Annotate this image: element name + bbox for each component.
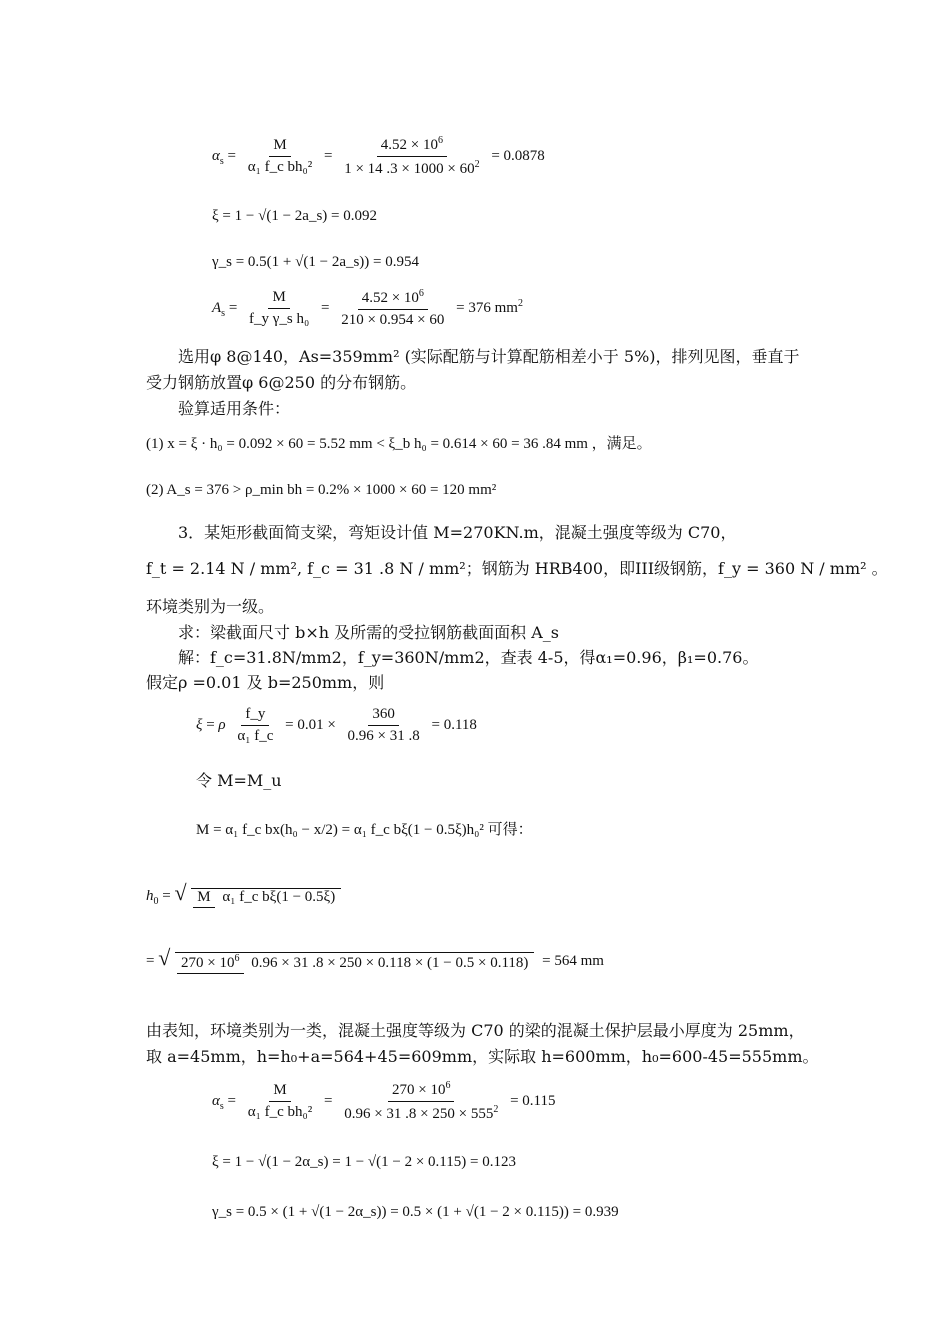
eq4-result: = 376 mm — [456, 299, 518, 316]
equation-As-1: $A_s$ = $\frac{M}{\text{f\_y γ\_s h₀}}$ = $\frac{4.52 \times 10^6}{210 \times 0.954 \times 60}$ = 376 $mm^2$ — [212, 288, 523, 328]
eq5-num1: f_y — [241, 706, 269, 726]
equation-moment: M = α₁ f_c bx(h₀ − x/2) = α₁ f_c bξ(1 − 0.5ξ)h₀² 可得： — [196, 822, 533, 838]
eq4-lhs: A — [212, 299, 222, 316]
problem3-line6: 假定ρ =0.01 及 b=250mm，则 — [146, 673, 385, 692]
eq4-num2-exp: 6 — [418, 288, 424, 299]
equation-gamma-s-2: γ_s = 0.5 × (1 + √(1 − 2α_s)) = 0.5 × (1 + √(1 − 2 × 0.115)) = 0.939 — [212, 1204, 619, 1220]
eq5-result: = 0.118 — [431, 716, 477, 733]
problem3-line5: 解：f_c=31.8N/mm2，f_y=360N/mm2，查表 4-5，得α₁=0.96，β₁=0.76。 — [178, 648, 759, 667]
eq1-lhs-sub: s — [219, 155, 224, 167]
eq1-lhs: α — [212, 147, 220, 164]
eq1-num1: M — [269, 137, 290, 157]
eq4-num2: 4.52 × 10 — [361, 290, 419, 306]
eq7-frac2 — [175, 952, 534, 972]
eq8-den2-exp: 2 — [493, 1104, 499, 1115]
equation-xi-1: ξ = 1 − √(1 − 2a_s) = 0.092 — [212, 208, 377, 224]
eq7-num2: 270 × 10 — [181, 954, 235, 971]
problem3-line2: f_t = 2.14 N / mm², f_c = 31 .8 N / mm²；钢筋为 HRB400，即III级钢筋，f_y = 360 N / mm² 。 — [146, 559, 888, 578]
eq8-num2: 270 × 10 — [392, 1082, 446, 1098]
equation-xi-3: ξ = 1 − √(1 − 2α_s) = 1 − √(1 − 2 × 0.115) = 0.123 — [212, 1154, 516, 1170]
eq7-num2-exp: 6 — [234, 952, 240, 964]
eq7-den2: 0.96 × 31 .8 × 250 × 0.118 × (1 − 0.5 × 0.118) — [251, 954, 529, 971]
eq5-den1: α₁ f_c — [237, 728, 274, 744]
paragraph-reinforcement-choice-line1: 选用φ 8@140，As=359mm² (实际配筋与计算配筋相差小于 5%)，排列见图，垂直于 — [178, 347, 800, 366]
equation-xi-2: ξ = ρ $\frac{f\_y}{\text{α₁ f\_c}}$ = 0.01 × $\frac{360}{0.96 \times 31 .8}$ = 0.118 — [196, 706, 477, 744]
eq8-frac1 — [244, 1082, 316, 1121]
eq5-mid: = 0.01 × — [285, 716, 336, 733]
paragraph-check-heading: 验算适用条件： — [178, 399, 291, 418]
eq1-num2-exp: 6 — [437, 135, 443, 146]
eq1-den1: α₁ f_c bh₀² — [247, 159, 313, 175]
eq5-num2: 360 — [368, 706, 399, 726]
paragraph-cover-line2: 取 a=45mm，h=h₀+a=564+45=609mm，实际取 h=600mm，h₀=600-45=555mm。 — [146, 1047, 819, 1066]
eq4-frac1 — [245, 289, 313, 328]
problem3-line1: 3．某矩形截面简支梁，弯矩设计值 M=270KN.m，混凝土强度等级为 C70， — [178, 523, 737, 542]
eq4-den2: 210 × 0.954 × 60 — [341, 312, 445, 328]
problem3-line3: 环境类别为一级。 — [146, 597, 275, 616]
eq8-den1: α₁ f_c bh₀² — [247, 1104, 313, 1120]
eq7-den1: α₁ f_c bξ(1 − 0.5ξ) — [222, 888, 336, 905]
let-statement: 令 M=M_u — [196, 771, 282, 790]
eq5-den2: 0.96 × 31 .8 — [347, 728, 420, 744]
eq4-num1: M — [268, 289, 289, 309]
eq8-num1: M — [269, 1082, 290, 1102]
eq4-den1: f_y γ_s h₀ — [249, 311, 310, 327]
problem3-line4: 求：梁截面尺寸 b×h 及所需的受拉钢筋截面面积 A_s — [178, 623, 559, 642]
equation-alpha-s-1: $\alpha_s$ = $\frac{M}{\text{α₁ f\_c bh₀²}}$ = $\frac{4.52 \times 10^6}{1 \times 14 .3 \times 1000 \times 60^2}$ = 0.0878 — [212, 135, 545, 177]
eq1-den2: 1 × 14 .3 × 1000 × 60 — [344, 161, 475, 177]
paragraph-cover-line1: 由表知，环境类别为一类，混凝土强度等级为 C70 的梁的混凝土保护层最小厚度为 25mm， — [146, 1021, 805, 1040]
eq4-frac2 — [337, 288, 448, 329]
paragraph-reinforcement-choice-line2: 受力钢筋放置φ 6@250 的分布钢筋。 — [146, 373, 417, 392]
eq1-result: = 0.0878 — [491, 147, 545, 164]
equation-gamma-s-1: γ_s = 0.5(1 + √(1 − 2a_s)) = 0.954 — [212, 254, 420, 270]
eq7-frac1 — [191, 888, 341, 906]
check-condition-2: (2) A_s = 376 > ρ_min bh = 0.2% × 1000 × 60 = 120 mm² — [146, 482, 497, 498]
eq1-num2: 4.52 × 10 — [380, 137, 438, 153]
eq4-lhs-sub: s — [221, 307, 226, 319]
eq8-den2: 0.96 × 31 .8 × 250 × 555 — [344, 1106, 494, 1122]
eq7-result: = 564 mm — [542, 953, 604, 969]
eq5-frac2 — [344, 706, 424, 745]
eq8-frac2 — [340, 1080, 502, 1123]
eq8-num2-exp: 6 — [445, 1080, 451, 1091]
eq5-frac1 — [233, 706, 277, 745]
eq8-result: = 0.115 — [510, 1092, 556, 1109]
eq7-num1: M — [193, 889, 214, 908]
eq1-den2-exp: 2 — [474, 159, 480, 170]
equation-h0-value: = √ $270 \times 10^6$ 0.96 × 31 .8 × 250 × 0.118 × (1 − 0.5 × 0.118) = 564 mm — [146, 945, 604, 972]
eq1-frac2 — [340, 135, 483, 178]
eq1-frac1 — [244, 137, 316, 176]
equation-alpha-s-2: $\alpha_s$ = $\frac{M}{\text{α₁ f\_c bh₀²}}$ = $\frac{270 \times 10^6}{0.96 \times 31 .8 \times 250 \times 555^2}$ = 0.115 — [212, 1080, 556, 1122]
eq4-result-exp: 2 — [517, 297, 523, 309]
check-condition-1: (1) x = ξ · h₀ = 0.092 × 60 = 5.52 mm < ξ_b h₀ = 0.614 × 60 = 36 .84 mm ，满足。 — [146, 436, 652, 452]
equation-h0: $h_0$ = √ M α₁ f_c bξ(1 − 0.5ξ) — [146, 880, 345, 907]
